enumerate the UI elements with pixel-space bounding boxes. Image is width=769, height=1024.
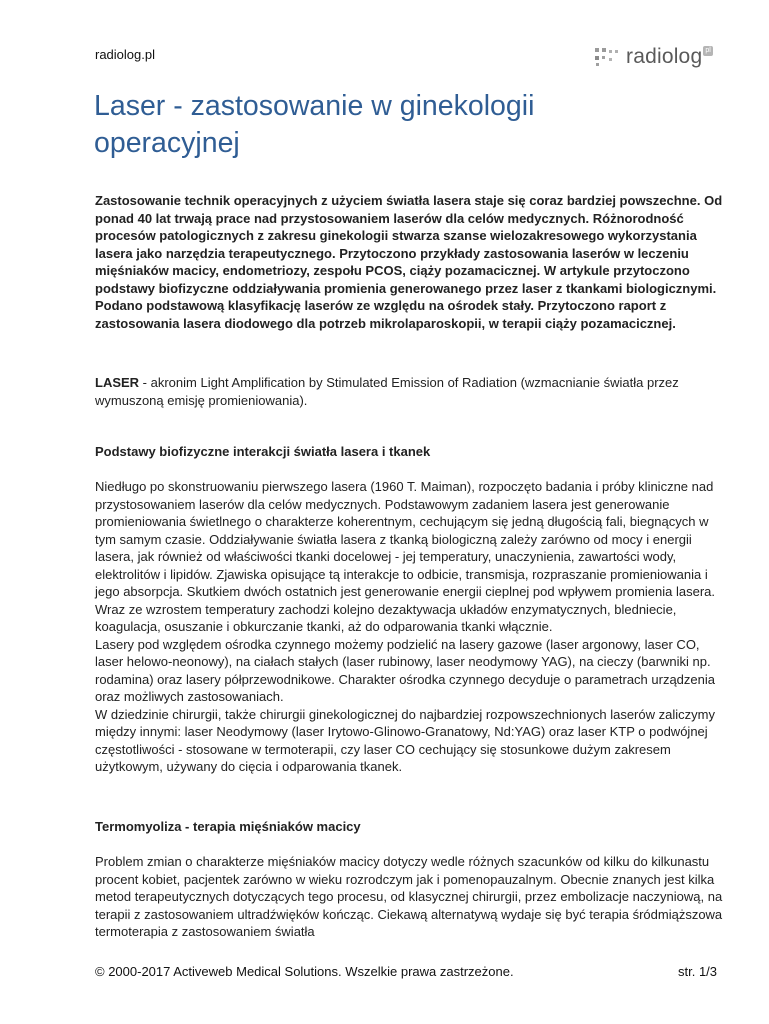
definition-term: LASER [95, 375, 140, 390]
definition-text: - akronim Light Amplification by Stimulated Emission of Radiation (wzmacnianie światła przez wymuszoną emisję promieniowania). [95, 375, 679, 408]
page-number: str. 1/3 [678, 964, 718, 979]
section-heading-termomyoliza: Termomyoliza - terapia mięśniaków macicy [95, 819, 361, 834]
paragraph: Lasery pod względem ośrodka czynnego możemy podzielić na lasery gazowe (laser argonowy, laser CO, laser helowo-neonowy), na ciałach stałych (laser rubinowy, laser neodymowy YAG), na cieczy (barwniki np. rodamina) oraz lasery półprzewodnikowe. Charakter ośrodka czynnego decyduje o parametrach urządzenia oraz możliwych zastosowaniach. [95, 636, 715, 704]
logo-badge: pl [705, 47, 711, 54]
site-name: radiolog.pl [95, 47, 155, 62]
laser-definition [95, 374, 715, 409]
paragraph: Problem zmian o charakterze mięśniaków macicy dotyczy wedle różnych szacunków od kilku do kilkunastu procent kobiet, pacjentek zarówno w wieku rozrodczym jak i pomenopauzalnym. Obecnie znanych jest kilka metod terapeutycznych dotyczących tego procesu, od klasycznej chirurgii, przez embolizacje naczyniową, na terapii z zastosowaniem ultradźwięków kończąc. Ciekawą alternatywą wydaje się być terapia śródmiąższowa termoterapia z zastosowaniem światła [95, 854, 723, 939]
logo-text: radiolog [626, 45, 703, 68]
paragraph: W dziedzinie chirurgii, także chirurgii ginekologicznej do najbardziej rozpowszechnionych laserów zaliczymy między innymi: laser Neodymowy (laser Irytowo-Glinowo-Granatowy, Nd:YAG) oraz laser KTP o podwójnej częstotliwości - stosowane w termoterapii, czy laser CO cechujący się stosunkowe dużym zakresem użytkowym, używany do cięcia i odparowania tkanek. [95, 706, 715, 774]
radiolog-logo[interactable] [593, 44, 713, 70]
section-body-biophysics [95, 478, 723, 776]
section-body-termomyoliza [95, 853, 723, 961]
footer-copyright: © 2000-2017 Activeweb Medical Solutions. Wszelkie prawa zastrzeżone. [95, 964, 514, 979]
paragraph: Niedługo po skonstruowaniu pierwszego lasera (1960 T. Maiman), rozpoczęto badania i próby kliniczne nad przystosowaniem laserów dla celów medycznych. Podstawowym zadaniem lasera jest generowanie promieniowania świetlnego o charakterze koherentnym, cechującym się jedną długością fali, biegnących w tym samym czasie. Oddziaływanie światła lasera z tkanką biologiczną zależy zarówno od mocy i energii lasera, jak również od właściwości tkanki docelowej - jej temperatury, unaczynienia, zawartości wody, elektrolitów i lipidów. Zjawiska opisujące tą interakcje to odbicie, transmisja, rozpraszanie promieniowania i jego absorpcja. Skutkiem dwóch ostatnich jest generowanie energii cieplnej pod wpływem promienia lasera. Wraz ze wzrostem temperatury zachodzi kolejno dezaktywacja układów enzymatycznych, bledniecie, koagulacja, osuszanie i obkurczanie tkanki, aż do odparowania tkanki włącznie. [95, 479, 716, 634]
page-title: Laser - zastosowanie w ginekologii operacyjnej [94, 90, 535, 159]
dots-logo-icon [593, 45, 623, 69]
article-abstract: Zastosowanie technik operacyjnych z użyciem światła lasera staje się coraz bardziej powszechne. Od ponad 40 lat trwają prace nad przystosowaniem laserów dla celów medycznych. Różnorodność procesów patologicznych z zakresu ginekologii stwarza szanse wielozakresowego wykorzystania lasera jako narzędzia terapeutycznego. Przytoczono przykłady zastosowania laserów w leczeniu mięśniaków macicy, endometriozy, zespołu PCOS, ciąży pozamacicznej. W artykule przytoczono podstawy biofizyczne oddziaływania promienia generowanego przez laser z tkankami biologicznymi. Podano podstawową klasyfikację laserów ze względu na ośrodek stały. Przytoczono raport z zastosowania lasera diodowego dla potrzeb mikrolaparoskopii, w terapii ciąży pozamacicznej. [95, 193, 723, 331]
section-heading-biophysics: Podstawy biofizyczne interakcji światła lasera i tkanek [95, 444, 431, 459]
